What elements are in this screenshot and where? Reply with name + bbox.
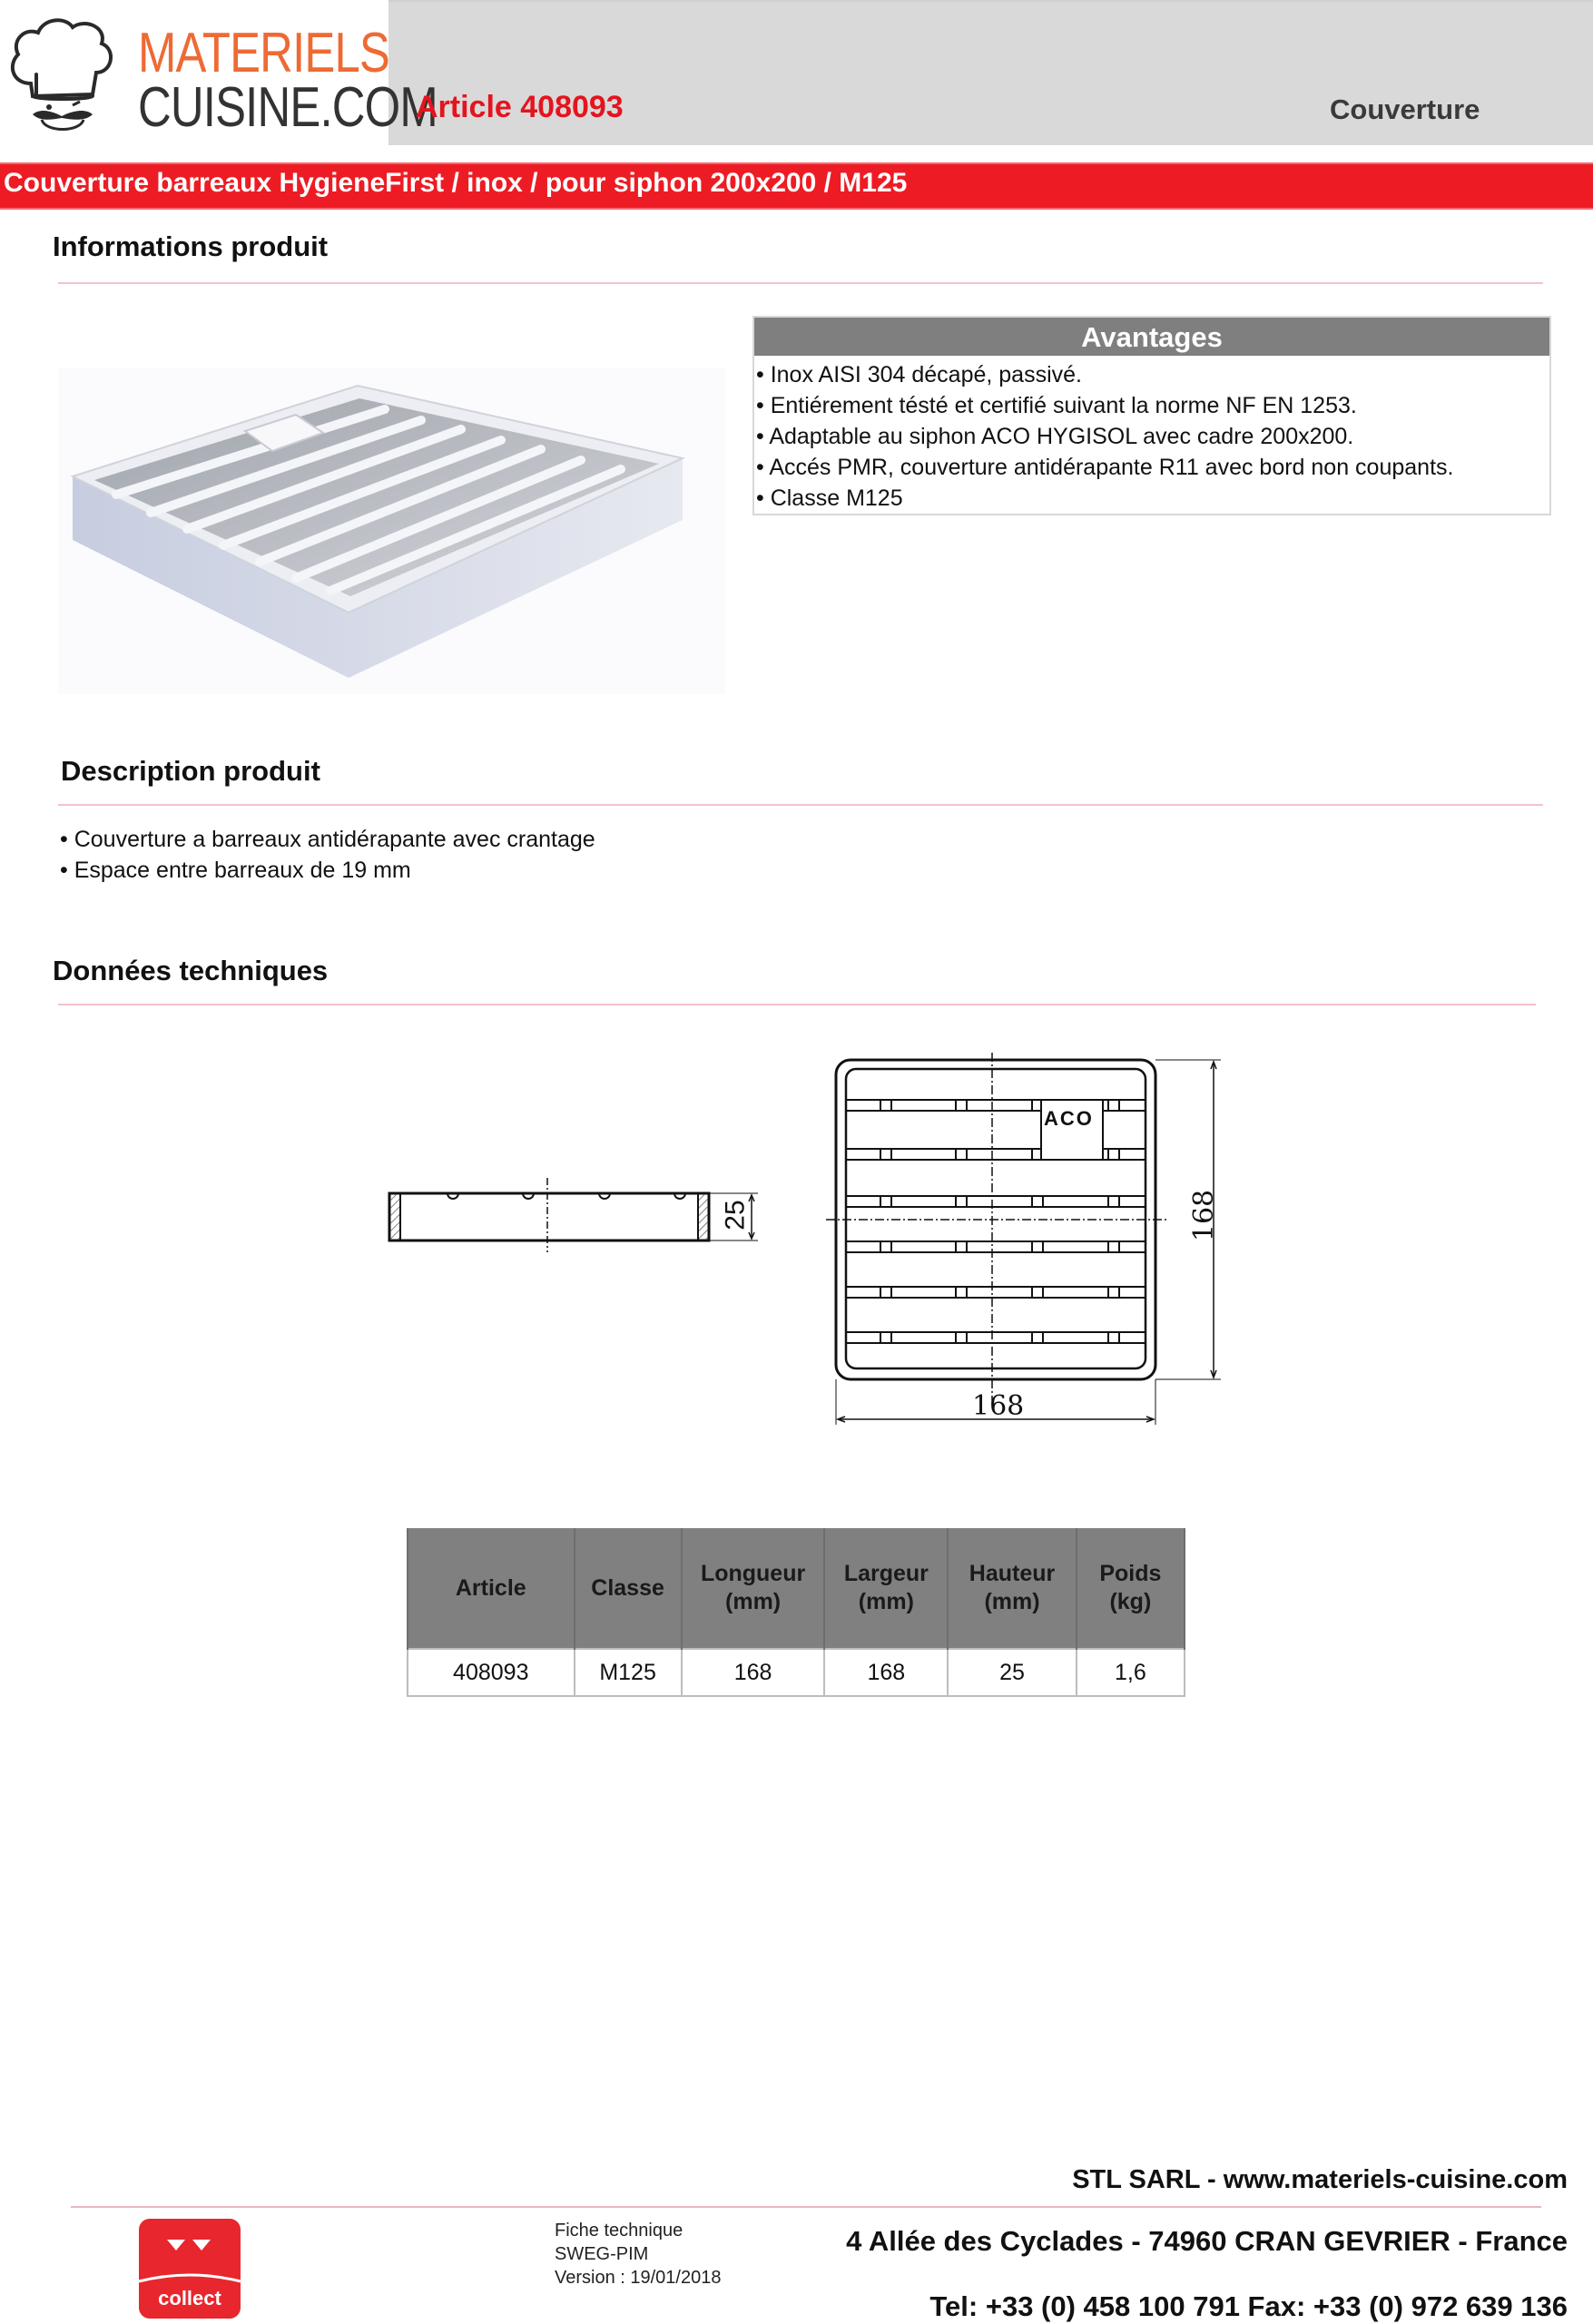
section-title-description: Description produit [61,755,320,787]
col-header-longueur: Longueur (mm) [682,1528,825,1649]
footer-address: 4 Allée des Cyclades - 74960 CRAN GEVRIER - France [846,2225,1568,2257]
section-divider [58,282,1543,284]
footer-company: STL SARL - www.materiels-cuisine.com [1072,2165,1568,2194]
grille-notch [956,1149,967,1160]
grille-notch [1032,1332,1043,1343]
grille-notch [956,1100,967,1111]
dimension-width-label: 168 [972,1390,1025,1422]
advantage-item: • Adaptable au siphon ACO HYGISOL avec cadre 200x200. [756,421,1453,452]
table-header-row [408,1528,1185,1649]
article-number: Article 408093 [416,90,624,124]
grille-notch [880,1100,891,1111]
grille-notch [1032,1241,1043,1252]
chef-hat-logo-icon [5,13,118,136]
advantage-item: • Accés PMR, couverture antidérapante R11 avec bord non coupants. [756,452,1453,483]
advantages-list [756,359,1453,514]
col-header-largeur: Largeur (mm) [824,1528,948,1649]
grille-notch [1108,1241,1119,1252]
section-title-info: Informations produit [53,230,329,262]
grille-notch [956,1287,967,1298]
advantages-title: Avantages [754,318,1549,356]
description-list [60,824,595,886]
grille-notch [880,1149,891,1160]
grille-notch [956,1196,967,1207]
collect-label: collect [158,2287,221,2309]
side-view-drawing [381,1171,762,1252]
cell-hauteur: 25 [948,1649,1077,1696]
grille-notch [880,1332,891,1343]
dimension-height-label: 25 [720,1200,751,1231]
grille-notch [1032,1196,1043,1207]
aco-logo-label: ACO [1044,1107,1094,1130]
cell-poids: 1,6 [1077,1649,1185,1696]
fiche-line: Version : 19/01/2018 [555,2268,722,2288]
cell-longueur: 168 [682,1649,825,1696]
grille-notch [1108,1287,1119,1298]
advantage-item: • Classe M125 [756,483,1453,514]
description-item: • Couverture a barreaux antidérapante avec crantage [60,824,595,855]
grille-notch [1032,1287,1043,1298]
dimension-depth-label: 168 [1188,1189,1221,1242]
col-header-hauteur: Hauteur (mm) [948,1528,1077,1649]
section-title-technical: Données techniques [53,955,329,986]
grille-notch [956,1241,967,1252]
section-divider [58,804,1543,806]
cell-article: 408093 [408,1649,575,1696]
product-image [58,368,725,694]
grille-notch [1108,1149,1119,1160]
description-item: • Espace entre barreaux de 19 mm [60,855,595,886]
grille-notch [956,1332,967,1343]
section-divider [58,1004,1536,1005]
collect-badge [138,2218,241,2319]
fiche-info [555,2219,721,2290]
product-title: Couverture barreaux HygieneFirst / inox / pour siphon 200x200 / M125 [4,168,908,198]
top-view-drawing [821,1053,1221,1434]
grille-notch [880,1196,891,1207]
footer-divider [71,2206,1541,2208]
col-header-poids: Poids (kg) [1077,1528,1185,1649]
technical-table [407,1528,1185,1697]
grille-notch [880,1241,891,1252]
fiche-line: SWEG-PIM [555,2244,649,2264]
cell-classe: M125 [575,1649,682,1696]
advantage-item: • Inox AISI 304 décapé, passivé. [756,359,1453,390]
advantage-item: • Entiérement tésté et certifié suivant la norme NF EN 1253. [756,390,1453,421]
grille-notch [1108,1100,1119,1111]
table-row [408,1649,1185,1696]
col-header-classe: Classe [575,1528,682,1649]
grille-notch [880,1287,891,1298]
footer-contact: Tel: +33 (0) 458 100 791 Fax: +33 (0) 972 639 136 [929,2290,1568,2322]
cell-largeur: 168 [824,1649,948,1696]
brand-name-line2: CUISINE.COM [138,76,438,139]
grille-notch [1108,1196,1119,1207]
brand-name-line1: MATERIELS [138,22,390,84]
grille-notch [1108,1332,1119,1343]
col-header-article: Article [408,1528,575,1649]
product-category: Couverture [1330,93,1480,125]
fiche-line: Fiche technique [555,2221,683,2241]
